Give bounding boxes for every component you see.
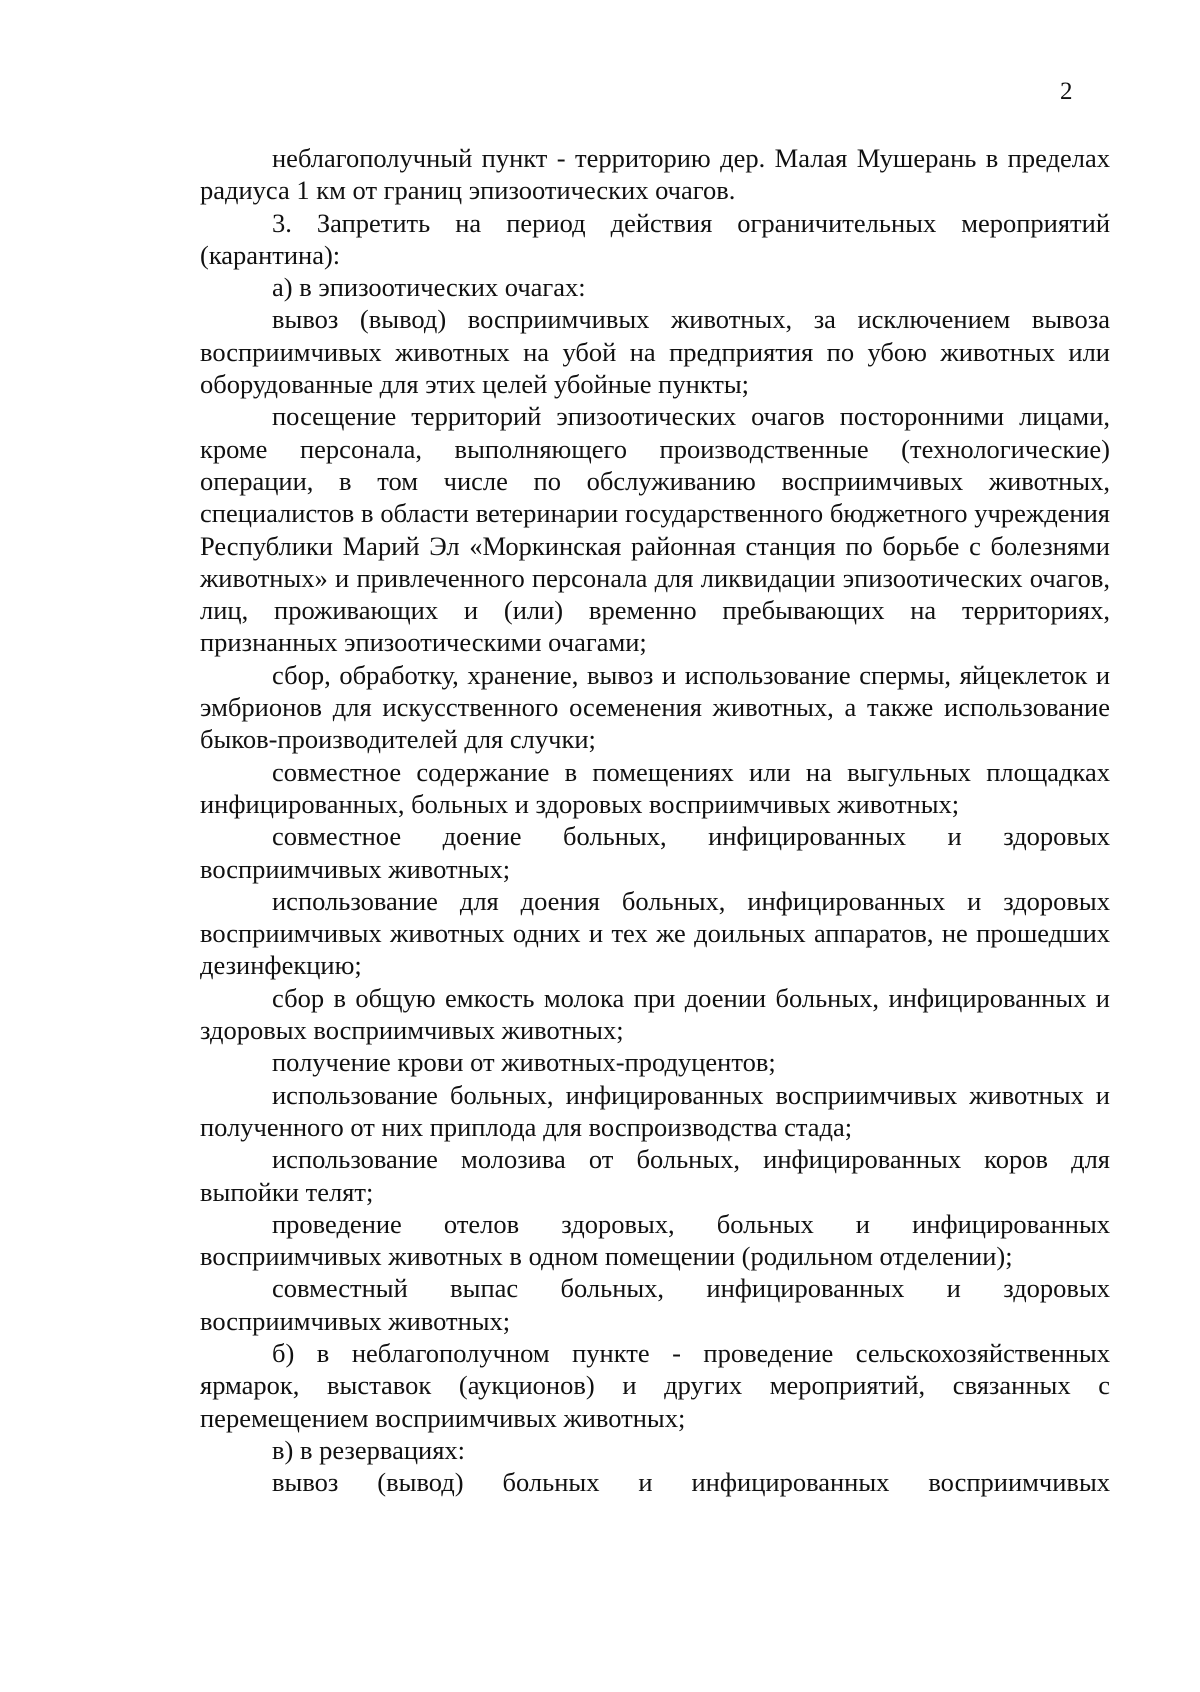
paragraph: получение крови от животных-продуцентов; xyxy=(272,1047,776,1078)
paragraph: вывоз (вывод) больных и инфицированных восприимчивых xyxy=(272,1467,1110,1498)
paragraph: 3. Запретить на период действия ограничительных мероприятий (карантина): xyxy=(200,207,1110,270)
paragraph: в) в резервациях: xyxy=(272,1434,466,1465)
paragraph: использование для доения больных, инфицированных и здоровых восприимчивых животных одних и тех же доильных аппаратов, не прошедших дезинфекцию; xyxy=(200,885,1110,981)
page-number: 2 xyxy=(1060,78,1073,105)
paragraph: использование больных, инфицированных восприимчивых животных и полученного от них приплода для воспроизводства стада; xyxy=(200,1079,1110,1142)
paragraph: вывоз (вывод) восприимчивых животных, за исключением вывоза восприимчивых животных на убой на предприятия по убою животных или оборудованные для этих целей убойные пункты; xyxy=(200,304,1110,400)
paragraph: использование молозива от больных, инфицированных коров для выпойки телят; xyxy=(200,1144,1110,1207)
paragraph: неблагополучный пункт - территорию дер. Малая Мушерань в пределах радиуса 1 км от границ эпизоотических очагов. xyxy=(200,143,1110,206)
paragraph: совместный выпас больных, инфицированных и здоровых восприимчивых животных; xyxy=(200,1273,1110,1336)
paragraph: сбор в общую емкость молока при доении больных, инфицированных и здоровых восприимчивых животных; xyxy=(200,982,1110,1046)
paragraph: совместное содержание в помещениях или на выгульных площадках инфицированных, больных и здоровых восприимчивых животных; xyxy=(200,756,1110,819)
paragraph: совместное доение больных, инфицированных и здоровых восприимчивых животных; xyxy=(200,821,1110,884)
paragraph: проведение отелов здоровых, больных и инфицированных восприимчивых животных в одном помещении (родильном отделении); xyxy=(200,1208,1110,1272)
document-body xyxy=(200,142,1110,1498)
paragraph: посещение территорий эпизоотических очагов посторонними лицами, кроме персонала, выполняющего производственные (технологические) операции, в том числе по обслуживанию восприимчивых животных, специалистов в области ветеринарии государственного бюджетного учреждения Республики Марий Эл «Моркинская районная станция по борьбе с болезнями животных» и привлеченного персонала для ликвидации эпизоотических очагов, лиц, проживающих и (или) временно пребывающих на территориях, признанных эпизоотическими очагами; xyxy=(200,401,1110,658)
paragraph: сбор, обработку, хранение, вывоз и использование спермы, яйцеклеток и эмбрионов для искусственного осеменения животных, а также использование быков-производителей для случки; xyxy=(200,659,1110,755)
paragraph: б) в неблагополучном пункте - проведение сельскохозяйственных ярмарок, выставок (аукционов) и других мероприятий, связанных с перемещением восприимчивых животных; xyxy=(200,1337,1110,1433)
paragraph: а) в эпизоотических очагах: xyxy=(272,272,586,303)
